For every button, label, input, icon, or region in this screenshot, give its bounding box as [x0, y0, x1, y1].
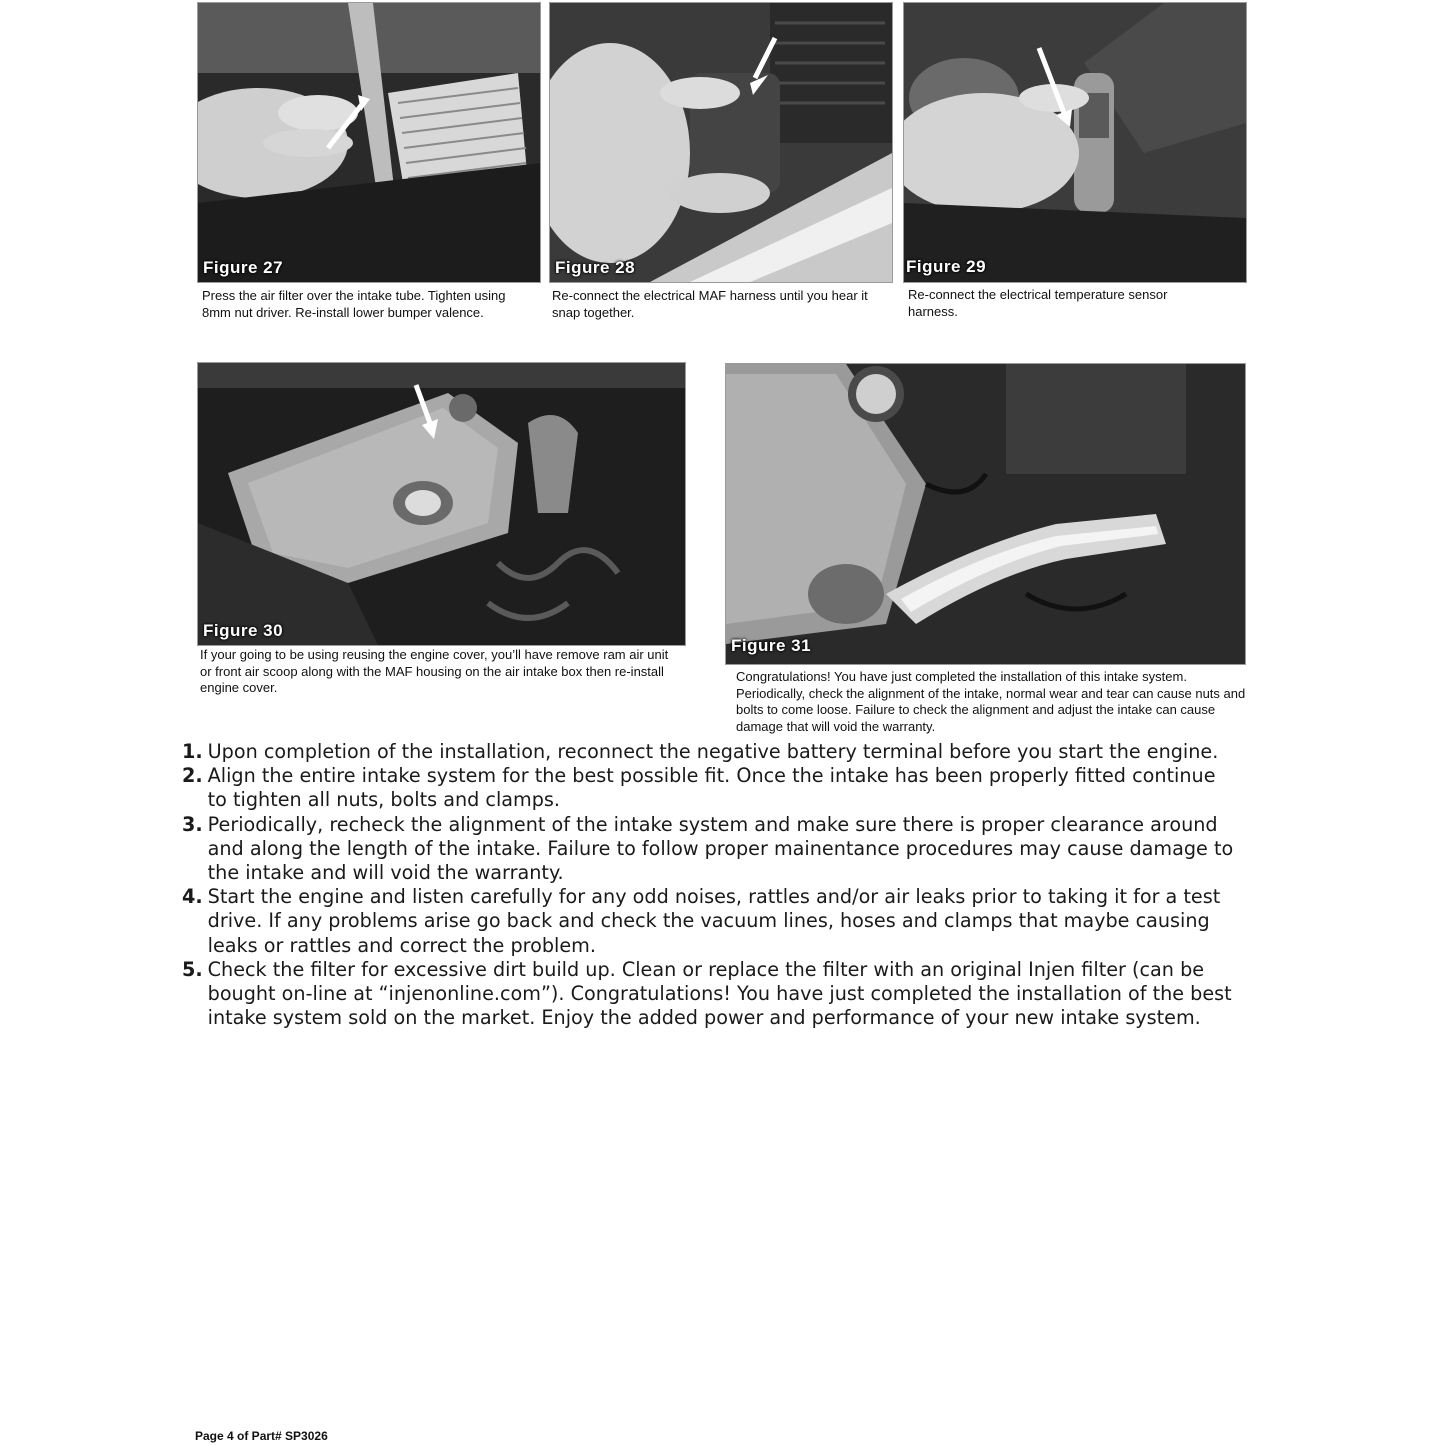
figure-31-image	[726, 364, 1245, 664]
figure-31-caption: Congratulations! You have just completed the installation of this intake system. Periodically, check the alignment of the intake, normal wear and tear can cause nuts and bolts to come loose. Failure to check the alignment and adjust the intake can cause damage that will void the warranty.	[736, 669, 1246, 734]
figure-30-caption: If your going to be using reusing the engine cover, you’ll have remove ram air unit or front air scoop along with the MAF housing on the air intake box then re-install engine cover.	[200, 647, 669, 695]
figure-30-label: Figure 30	[203, 621, 284, 640]
step-number: 1.	[182, 740, 203, 763]
figure-31-photo	[725, 363, 1246, 665]
figure-29-label: Figure 29	[906, 257, 987, 276]
figure-27-caption: Press the air filter over the intake tube. Tighten using 8mm nut driver. Re-install lower bumper valence.	[202, 288, 506, 320]
figure-29-image	[904, 3, 1246, 282]
figure-30-image	[198, 363, 685, 645]
step-item	[182, 885, 1272, 958]
step-text: Check the filter for excessive dirt build up. Clean or replace the filter with an original Injen filter (can be bought on-line at “injenonline.com”). Congratulations! You have just completed the installation of the best intake system sold on the market. Enjoy the added power and performance of your new intake system.	[207, 957, 1232, 1030]
step-item	[182, 813, 1272, 886]
final-steps-list	[182, 740, 1272, 1030]
step-text: Start the engine and listen carefully for any odd noises, rattles and/or air leaks prior to taking it for a test drive. If any problems arise go back and check the vacuum lines, hoses and clamps that maybe causing leaks or rattles and correct the problem.	[207, 885, 1221, 957]
step-number: 3.	[182, 812, 203, 836]
figure-28-caption: Re-connect the electrical MAF harness until you hear it snap together.	[552, 288, 868, 320]
figure-31-label: Figure 31	[731, 636, 812, 655]
step-item	[182, 958, 1272, 1031]
step-number: 2.	[182, 764, 203, 788]
figure-29-caption: Re-connect the electrical temperature sensor harness.	[908, 287, 1168, 319]
figure-27-image	[198, 3, 540, 282]
step-item	[182, 740, 1272, 764]
step-text: Upon completion of the installation, reconnect the negative battery terminal before you start the engine.	[207, 740, 1219, 763]
step-number: 4.	[182, 885, 203, 909]
figure-27-photo	[197, 2, 541, 283]
figure-28-label: Figure 28	[555, 258, 636, 277]
figure-27-label: Figure 27	[203, 258, 284, 277]
figure-29-photo	[903, 2, 1247, 283]
figure-30-photo	[197, 362, 686, 646]
figure-28-photo	[549, 2, 893, 283]
page-footer: Page 4 of Part# SP3026	[195, 1429, 328, 1443]
step-text: Periodically, recheck the alignment of the intake system and make sure there is proper clearance around and along the length of the intake. Failure to follow proper mainentance procedures may cause damage to the intake and will void the warranty.	[207, 812, 1234, 885]
step-text: Align the entire intake system for the best possible fit. Once the intake has been properly fitted continue to tighten all nuts, bolts and clamps.	[207, 764, 1216, 812]
figure-28-image	[550, 3, 892, 282]
step-item	[182, 764, 1272, 812]
step-number: 5.	[182, 957, 203, 981]
